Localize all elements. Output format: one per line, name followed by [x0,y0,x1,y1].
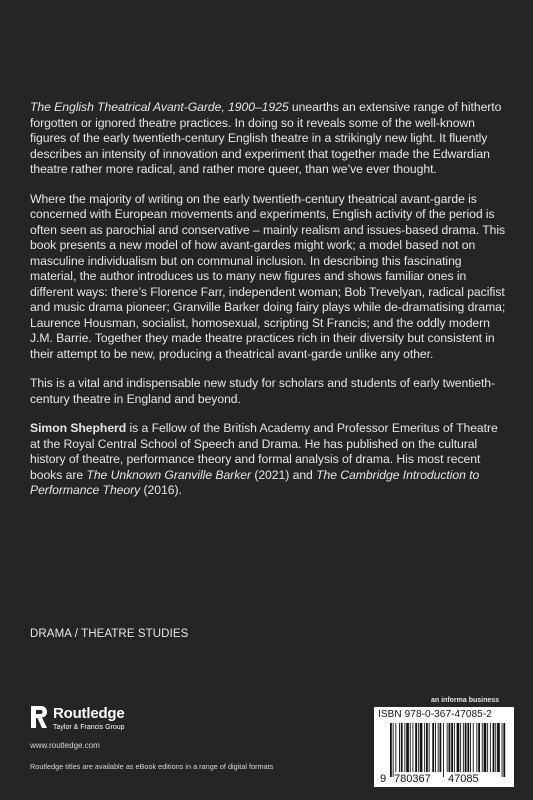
author-name: Simon Shepherd [30,421,127,435]
blurb-paragraph-2: Where the majority of writing on the early twentieth-century theatrical avant-garde is concerned with European movements and experiments, English activity of the period is often seen as parochial and conservative – mainly realism and issues-based drama. This book presents a new model of how avant-gardes might work; a model based not on masculine individualism but on communal inclusion. In describing this fascinating material, the author introduces us to many new figures and shows familiar ones in different ways: there’s Florence Farr, independent woman; Bob Trevelyan, radical pacifist and music drama pioneer; Granville Barker doing fairy plays while de-dramatising drama; Laurence Housman, socialist, homosexual, scripting St Francis; and the oddly modern J.M. Barrie. Together they made theatre practices rich in their diversity but consistent in their attempt to be new, producing a theatrical avant-garde unlike any other. [30,191,506,361]
isbn-label: ISBN 978-0-367-47085-2 [378,709,492,720]
barcode-bar [401,723,403,772]
barcode-bar [447,723,448,772]
author-bio-text-3: (2016). [140,483,182,497]
barcode-bar [415,723,417,772]
barcode-bar [451,723,453,772]
barcode-digit-first: 9 [380,773,387,785]
barcode-bar [429,723,430,772]
barcode-bar [449,723,451,772]
author-bio-text-2: (2021) and [250,467,317,482]
blurb-paragraph-1-text: unearths an extensive range of hitherto forgotten or ignored theatre practices. In doing so it reveals some of the well-known figures of the early twentieth-century English theatre in a strikingly new light. It fluently describes an intensity of innovation and experiment that together made the Edwardian theatre rather more radical, and rather more queer, than we’ve ever thought. [30,100,502,176]
barcode-bar [418,723,419,772]
barcode-bar [478,723,480,772]
barcode-bar [484,723,487,772]
barcode-bar [420,723,423,772]
barcode-bar [460,723,461,772]
informa-label: an informa business [431,697,500,704]
barcode-bar [482,723,483,772]
ebook-note: Routledge titles are available as eBook editions in a range of digital formats [30,762,274,771]
author-bio [30,421,508,499]
barcode-bar [438,723,439,772]
barcode-bar [410,723,411,772]
barcode-bar [440,723,442,772]
publisher-name: Routledge [53,705,125,722]
barcode-bar [443,723,444,777]
barcode-bar [454,723,455,772]
barcode-bar [487,723,488,772]
isbn-barcode [374,707,514,787]
barcode-bar [470,723,471,772]
barcode-bar [426,723,428,772]
barcode-bar [490,723,491,772]
barcode-bar [390,723,392,777]
barcode-bar [495,723,496,772]
routledge-logo-icon [30,705,48,729]
barcode-bar [457,723,460,772]
barcode-bar [476,723,477,772]
back-cover-blurb [30,100,508,513]
subject-category: DRAMA / THEATRE STUDIES [30,628,189,640]
book-title: The English Theatrical Avant-Garde, 1900–1925 [30,100,289,114]
barcode-bar [465,723,467,772]
barcode-bar [404,723,405,772]
barcode-bar [502,723,503,777]
barcode-bar [393,723,394,777]
publisher-group: Taylor & Francis Group [53,724,125,731]
barcode-bar [493,723,495,772]
author-book-1: The Unknown Granville Barker [86,467,251,482]
blurb-paragraph-1 [30,100,508,178]
barcode-bar [406,723,409,772]
barcode-bar [503,723,505,777]
barcode-bar [424,723,425,772]
author-bio-text-1: is a Fellow of the British Academy and Professor Emeritus of Theatre at the Royal Central School of Speech and Drama. He has published on the cultural history of theatre, performance theory and formal analysis of drama. His most recent books are [30,421,498,482]
barcode-bar [395,723,396,772]
barcode-bar [399,723,400,772]
barcode-bar [473,723,474,772]
barcode-bar [432,723,434,772]
barcode-bar [463,723,464,772]
barcode-bar [413,723,414,772]
publisher-website[interactable]: www.routledge.com [30,741,100,750]
barcode-bar [467,723,469,772]
barcode-digits-left: 780367 [394,773,431,785]
barcode-bar [497,723,500,772]
barcode-digits-right: 47085 [448,773,479,785]
author-book-2: The Cambridge Introduction to Performance Theory [30,467,480,497]
barcode-bar [435,723,436,772]
blurb-paragraph-3: This is a vital and indispensable new study for scholars and students of early twentieth-century theatre in England and beyond. [30,376,496,406]
